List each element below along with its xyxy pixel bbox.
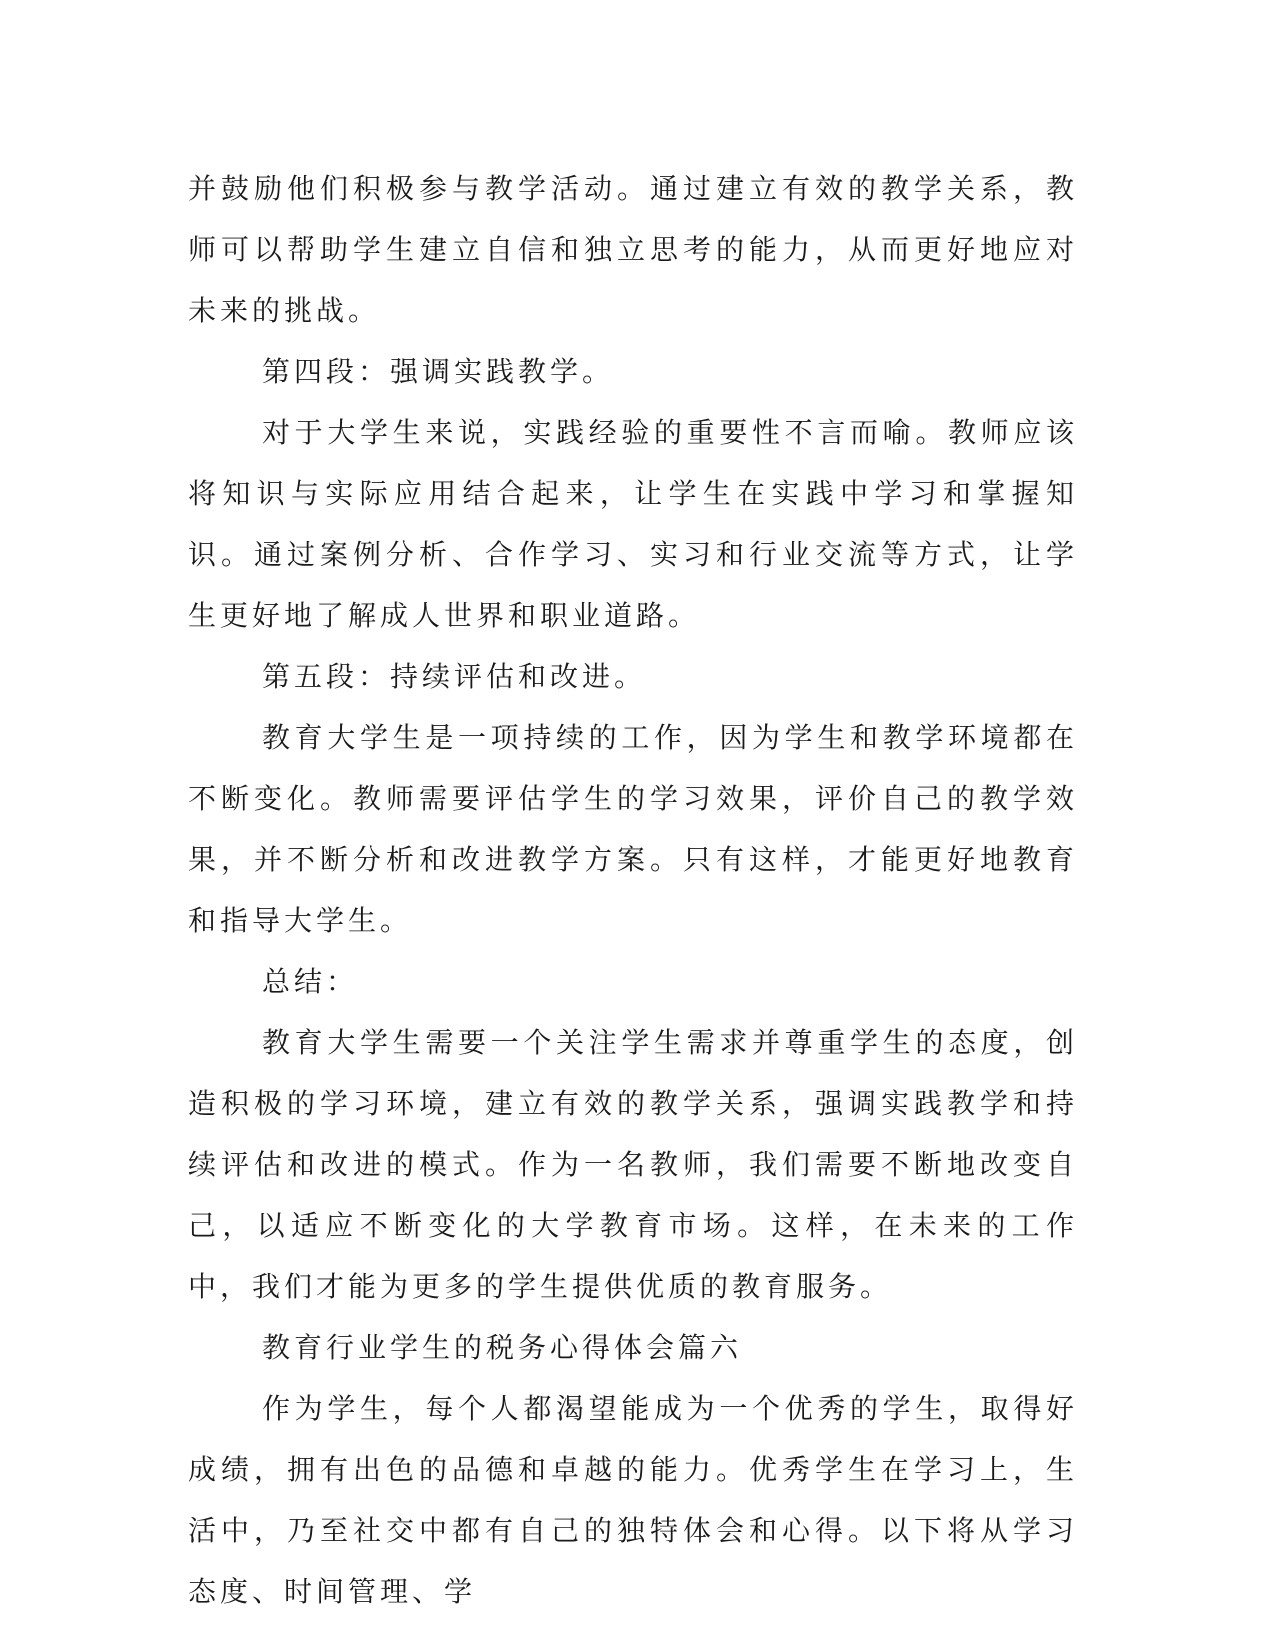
section-heading-4: 第四段：强调实践教学。 [262,355,615,388]
paragraph-continuation: 并鼓励他们积极参与教学活动。通过建立有效的教学关系，教师可以帮助学生建立自信和独立思考的能力，从而更好地应对未来的挑战。 [188,172,1078,327]
paragraph-intro-part-6: 作为学生，每个人都渴望能成为一个优秀的学生，取得好成绩，拥有出色的品德和卓越的能力。优秀学生在学习上，生活中，乃至社交中都有自己的独特体会和心得。以下将从学习态度、时间管理、学 [188,1392,1078,1608]
paragraph-summary: 教育大学生需要一个关注学生需求并尊重学生的态度，创造积极的学习环境，建立有效的教学关系，强调实践教学和持续评估和改进的模式。作为一名教师，我们需要不断地改变自己，以适应不断变化的大学教育市场。这样，在未来的工作中，我们才能为更多的学生提供优质的教育服务。 [188,1026,1078,1303]
section-heading-5: 第五段：持续评估和改进。 [262,660,647,693]
paragraph-evaluation: 教育大学生是一项持续的工作，因为学生和教学环境都在不断变化。教师需要评估学生的学习效果，评价自己的教学效果，并不断分析和改进教学方案。只有这样，才能更好地教育和指导大学生。 [188,721,1078,937]
document-body [188,158,1078,1622]
summary-heading: 总结： [262,965,359,998]
paragraph-practice-teaching: 对于大学生来说，实践经验的重要性不言而喻。教师应该将知识与实际应用结合起来，让学生在实践中学习和掌握知识。通过案例分析、合作学习、实习和行业交流等方式，让学生更好地了解成人世界和职业道路。 [188,416,1078,632]
article-title-part-6: 教育行业学生的税务心得体会篇六 [262,1331,743,1364]
